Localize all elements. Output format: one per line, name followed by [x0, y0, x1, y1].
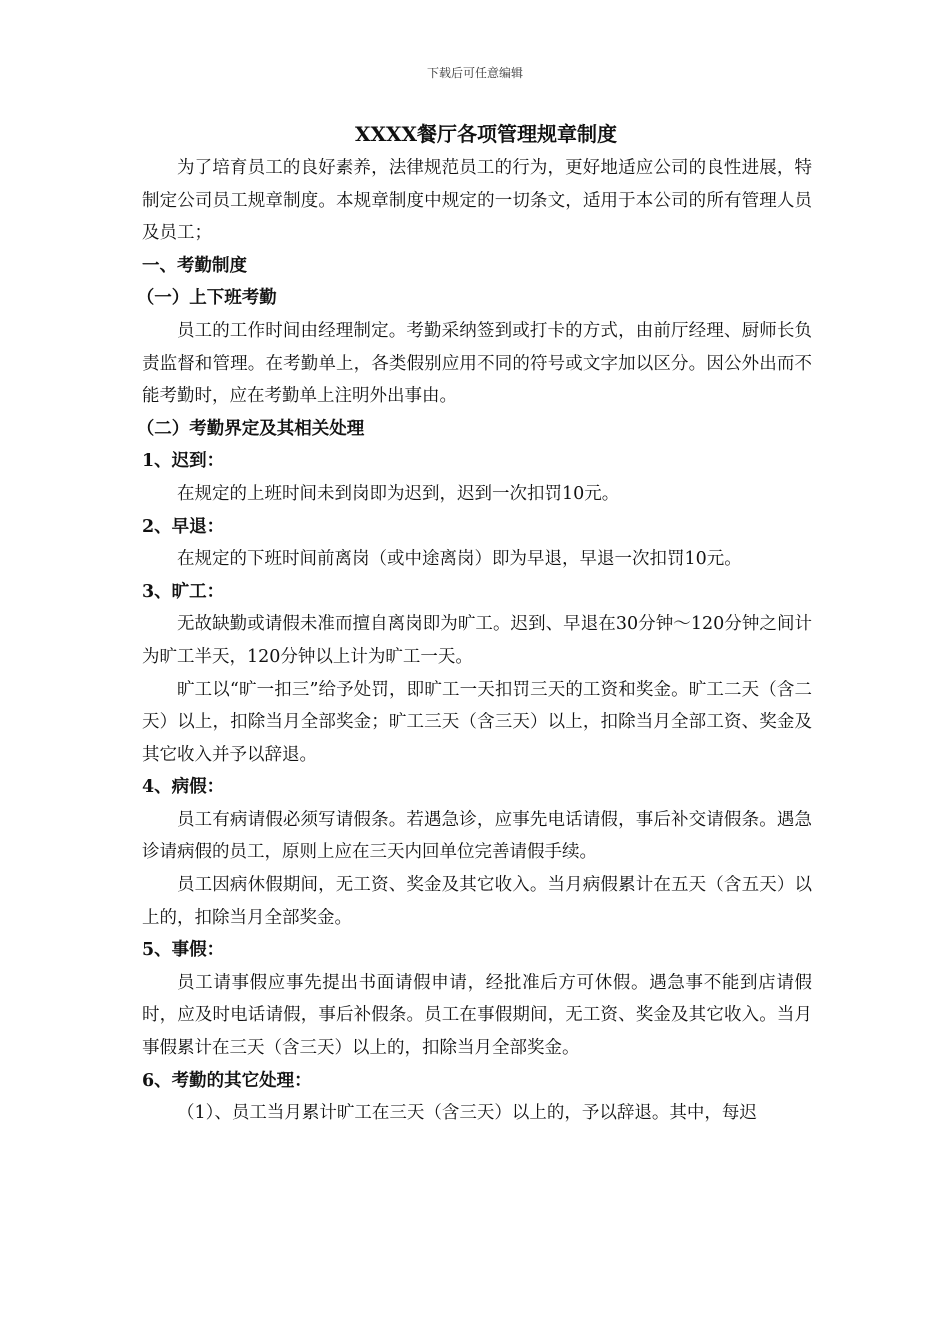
item-heading-late: 1、迟到： [142, 451, 225, 472]
document-title: XXXX餐厅各项管理规章制度 [354, 122, 618, 146]
paragraph-clock-in: 员工的工作时间由经理制定。考勤采纳签到或打卡的方式，由前厅经理、厨师长负责监督和管理。在考勤单上，各类假别应用不同的符号或文字加以区分。因公外出而不能考勤时，应在考勤单上注明外出事由。 [142, 320, 812, 407]
subsection-heading-definitions: （二）考勤界定及其相关处理 [136, 418, 365, 439]
item-heading-early-leave: 2、早退： [142, 516, 225, 537]
paragraph-absence-penalty: 旷工以“旷一扣三”给予处罚，即旷工一天扣罚三天的工资和奖金。旷工二天（含二天）以上，扣除当月全部奖金；旷工三天（含三天）以上，扣除当月全部工资、奖金及其它收入并予以辞退。 [142, 679, 812, 765]
item-heading-other-handling: 6、考勤的其它处理： [142, 1070, 312, 1091]
item-heading-sick-leave: 4、病假： [142, 777, 225, 798]
paragraph-early-leave: 在规定的下班时间前离岗（或中途离岗）即为早退，早退一次扣罚10元。 [177, 549, 742, 570]
paragraph-sick-leave-request: 员工有病请假必须写请假条。若遇急诊，应事先电话请假，事后补交请假条。遇急诊请病假的员工，原则上应在三天内回单位完善请假手续。 [142, 809, 812, 863]
subsection-heading-clock-in: （一）上下班考勤 [136, 288, 277, 309]
document-body [136, 118, 812, 1130]
intro-paragraph: 为了培育员工的良好素养，法律规范员工的行为，更好地适应公司的良性进展，特制定公司员工规章制度。本规章制度中规定的一切条文，适用于本公司的所有管理人员及员工； [142, 158, 812, 244]
paragraph-absence-definition: 无故缺勤或请假未准而擅自离岗即为旷工。迟到、早退在30分钟～120分钟之间计为旷工半天，120分钟以上计为旷工一天。 [142, 614, 812, 667]
header-note: 下载后可任意编辑 [426, 66, 523, 80]
item-heading-personal-leave: 5、事假： [142, 940, 225, 961]
section-heading-attendance: 一、考勤制度 [142, 255, 247, 276]
paragraph-sick-leave-pay: 员工因病休假期间，无工资、奖金及其它收入。当月病假累计在五天（含五天）以上的，扣除当月全部奖金。 [142, 875, 812, 928]
item-heading-absence: 3、旷工： [142, 581, 225, 602]
paragraph-other-handling-1: （1）、员工当月累计旷工在三天（含三天）以上的，予以辞退。其中，每迟 [177, 1103, 757, 1124]
paragraph-late: 在规定的上班时间未到岗即为迟到，迟到一次扣罚10元。 [177, 483, 620, 504]
paragraph-personal-leave: 员工请事假应事先提出书面请假申请，经批准后方可休假。遇急事不能到店请假时，应及时电话请假，事后补假条。员工在事假期间，无工资、奖金及其它收入。当月事假累计在三天（含三天）以上的，扣除当月全部奖金。 [142, 972, 812, 1059]
